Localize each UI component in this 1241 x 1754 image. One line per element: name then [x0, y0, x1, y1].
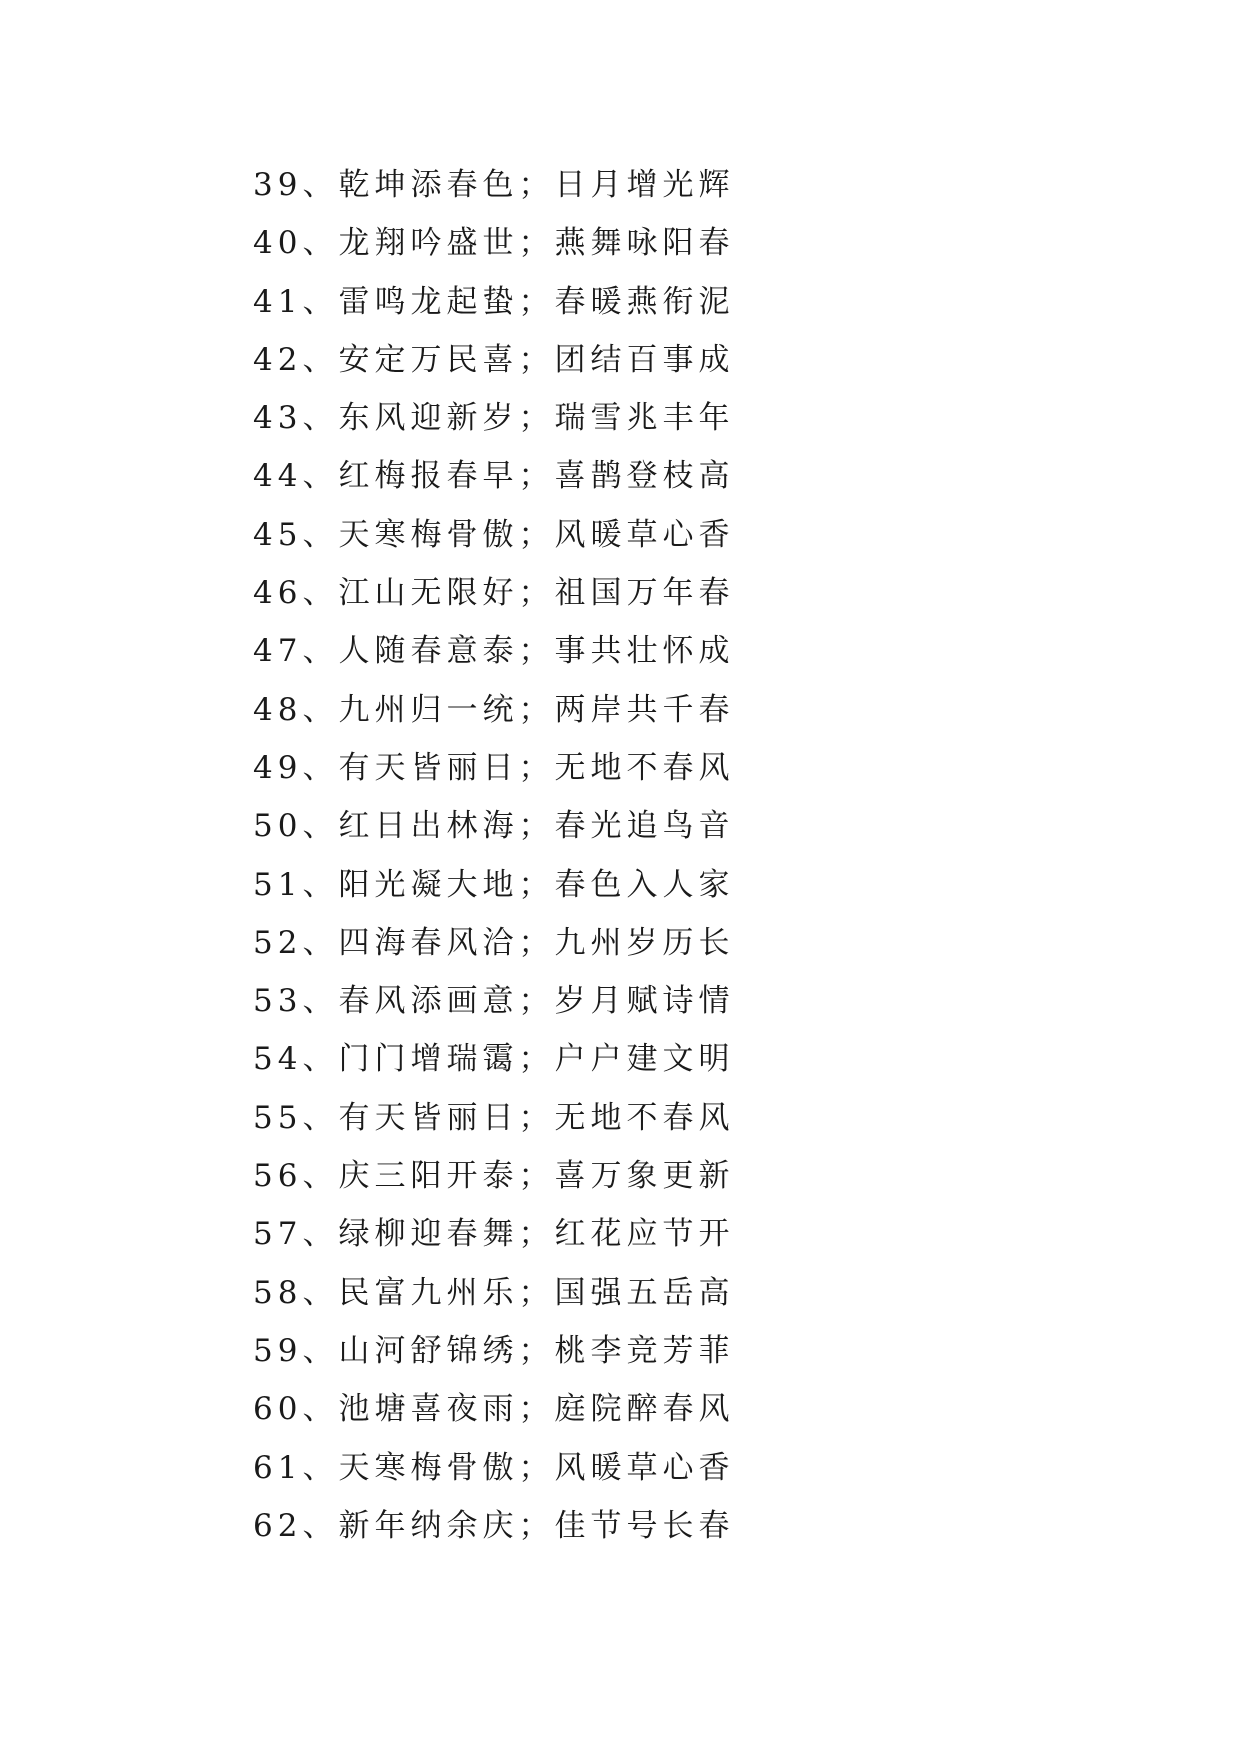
couplet-line: 46、江山无限好；祖国万年春 [253, 575, 735, 612]
couplet-line: 60、池塘喜夜雨；庭院醉春风 [253, 1391, 735, 1428]
couplet-line: 57、绿柳迎春舞；红花应节开 [253, 1216, 735, 1253]
couplet-line: 56、庆三阳开泰；喜万象更新 [253, 1158, 735, 1195]
couplet-line: 54、门门增瑞霭；户户建文明 [253, 1041, 735, 1078]
couplet-line: 47、人随春意泰；事共壮怀成 [253, 633, 735, 670]
couplet-list [253, 156, 734, 1555]
couplet-line: 39、乾坤添春色；日月增光辉 [253, 167, 735, 203]
couplet-line: 58、民富九州乐；国强五岳高 [253, 1274, 735, 1311]
couplet-line: 61、天寒梅骨傲；风暖草心香 [253, 1449, 735, 1486]
couplet-line: 50、红日出林海；春光追鸟音 [253, 808, 735, 845]
couplet-line: 53、春风添画意；岁月赋诗情 [253, 983, 735, 1020]
couplet-line: 59、山河舒锦绣；桃李竞芳菲 [253, 1332, 735, 1369]
couplet-line: 48、九州归一统；两岸共千春 [253, 691, 735, 728]
couplet-line: 49、有天皆丽日；无地不春风 [253, 749, 735, 786]
couplet-line: 40、龙翔吟盛世；燕舞咏阳春 [253, 225, 735, 262]
couplet-line: 43、东风迎新岁；瑞雪兆丰年 [253, 400, 735, 437]
couplet-line: 62、新年纳余庆；佳节号长春 [253, 1507, 735, 1544]
couplet-line: 45、天寒梅骨傲；风暖草心香 [253, 516, 735, 553]
couplet-line: 44、红梅报春早；喜鹊登枝高 [253, 458, 735, 495]
couplet-line: 52、四海春风洽；九州岁历长 [253, 924, 735, 961]
couplet-line: 42、安定万民喜；团结百事成 [253, 341, 735, 378]
couplet-line: 51、阳光凝大地；春色入人家 [253, 866, 735, 903]
couplet-line: 41、雷鸣龙起蛰；春暖燕衔泥 [253, 283, 735, 320]
couplet-line: 55、有天皆丽日；无地不春风 [253, 1099, 735, 1136]
